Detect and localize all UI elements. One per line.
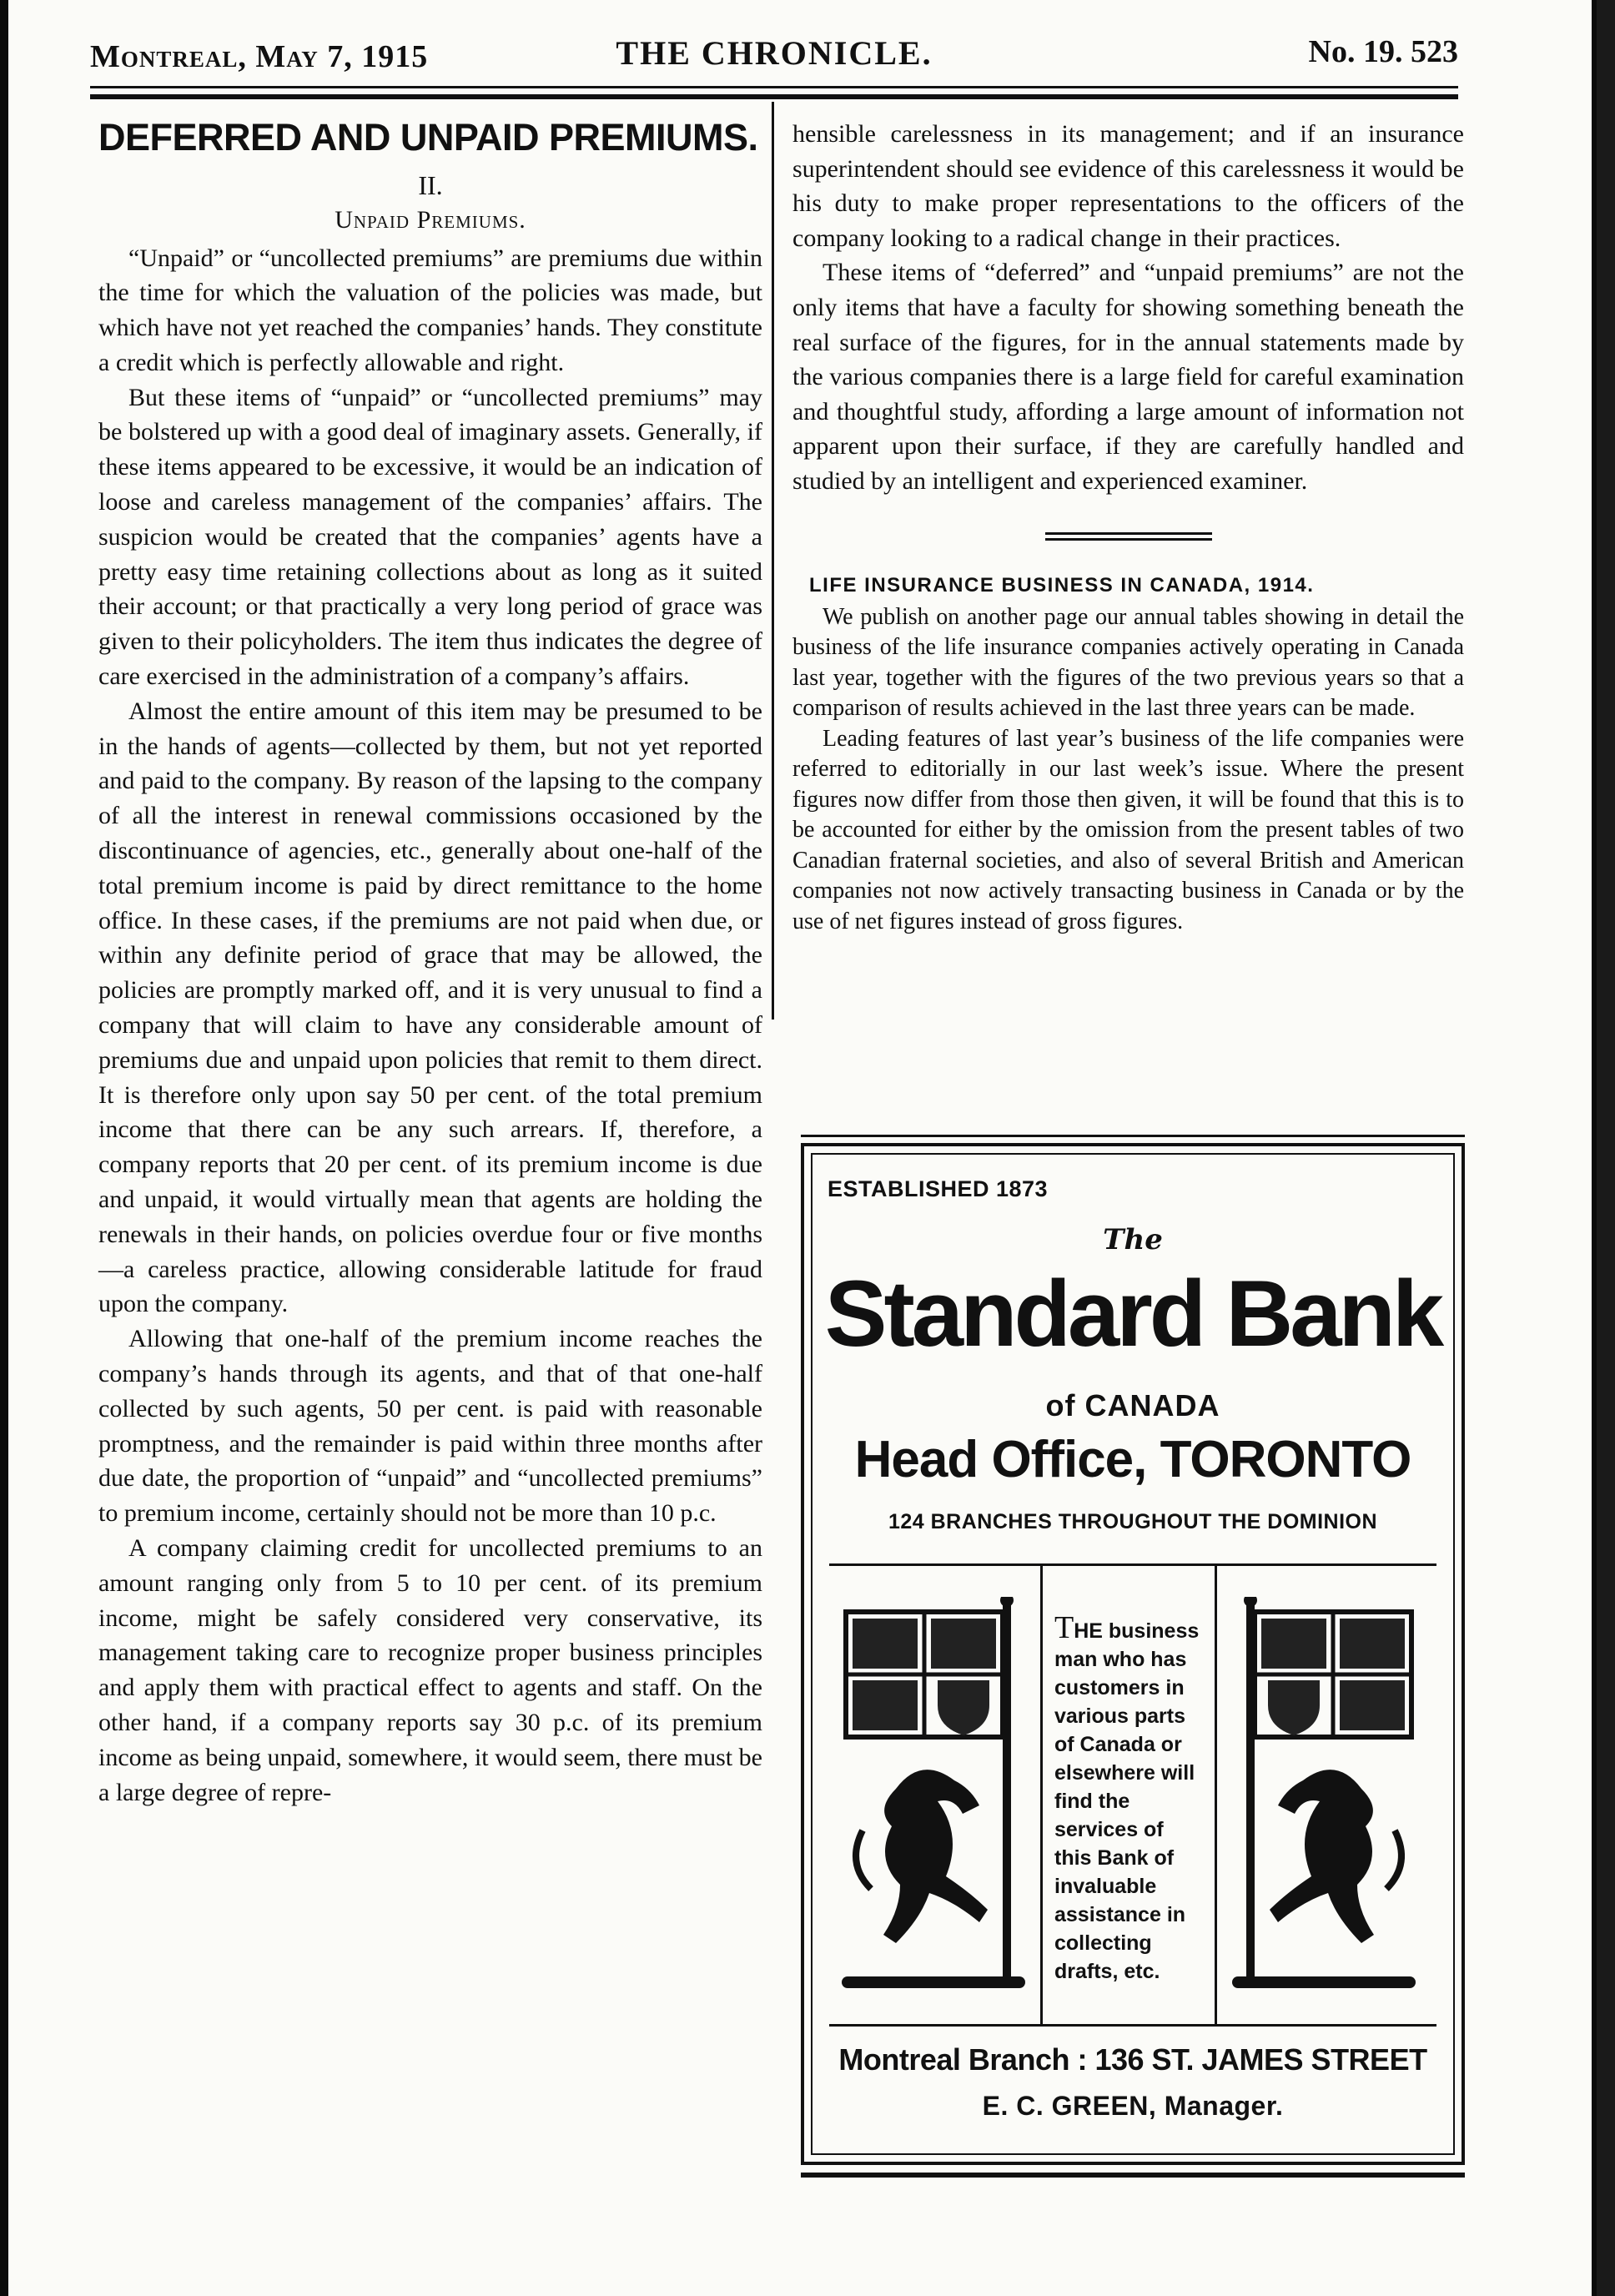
ad-the: The: [1103, 1223, 1163, 1256]
article-paragraph: Almost the entire amount of this item may be presumed to be in the hands of agents—collected by them, but not yet reported and paid to the company. By reason of the lapsing to the company of all the interest in renewal commissions occasioned by the discontinuance of agencies, etc., generally about one-half of the total premium income is paid by direct remittance to the home office. In these cases, if the premiums are not paid when due, or within any definite period of grace that may be allowed, the policies are promptly marked off, and it is very unusual to find a company that will claim to have any considerable amount of premiums due and unpaid upon policies that remit to them direct. It is therefore only upon say 50 per cent. of the total premium income that there can be any such arrears. If, therefore, a company reports that 20 per cent. of its premium income is due and unpaid, it would virtually mean that agents are holding the renewals in their hands, on policies overdue four or five months—a careless practice, allowing considerable latitude for fraud upon the company.: [98, 697, 762, 1318]
article-paragraph: Allowing that one-half of the premium income reaches the company’s hands through its agents, and that of that one-half collected by such agents, 50 per cent. is paid with reasonable promptness, and the remainder is paid within three months after due date, the proportion of “unpaid” and “uncollected premiums” to premium income, certainly should not be more than 10 p.c.: [98, 1325, 762, 1528]
article-paragraph-continued: hensible carelessness in its management; and if an insurance superintendent should see evidence of this carelessness it would be his duty to make proper representations to the officers of the company looking to a radical change in their practices.: [792, 120, 1464, 252]
page-header: [90, 32, 1458, 73]
header-issue: No. 19. 523: [1308, 34, 1458, 69]
header-title: THE CHRONICLE.: [616, 34, 933, 72]
ad-blurb-text: HE business man who has customers in various parts of Canada or elsewhere will find the services of this Bank of invaluable assistance in collecting drafts, etc.: [1054, 1619, 1200, 1983]
lion-flag-emblem-icon: [838, 1597, 1029, 2006]
ad-bank-name: Standard Bank: [824, 1261, 1441, 1366]
ad-established: ESTABLISHED 1873: [828, 1176, 1049, 1201]
lion-flag-emblem-icon: [1228, 1597, 1420, 2006]
ad-rule: [1215, 1565, 1217, 2024]
ad-rule: [1040, 1565, 1043, 2024]
ad-top-rule: [801, 1135, 1465, 1137]
section-divider: [1045, 532, 1212, 541]
life-article-paragraph: We publish on another page our annual tables showing in detail the business of the life insurance companies actively operating in Canada last year, together with the figures of the two previous years so that a comparison of results achieved in the last three years can be made.: [792, 603, 1464, 722]
ad-montreal-branch: Montreal Branch : 136 ST. JAMES STREET: [838, 2042, 1427, 2077]
life-article-title: LIFE INSURANCE BUSINESS IN CANADA, 1914.: [809, 573, 1315, 597]
ad-rule: [829, 1563, 1436, 1566]
ad-blurb: [1054, 1610, 1205, 1986]
header-date: Montreal, May 7, 1915: [90, 39, 429, 74]
ad-bottom-rule: [801, 2173, 1465, 2178]
header-rule-thick: [90, 94, 1458, 99]
ad-blurb-cap: T: [1054, 1610, 1074, 1645]
article-part: II.: [418, 169, 443, 200]
left-column: [98, 117, 762, 1810]
article-title: DEFERRED AND UNPAID PREMIUMS.: [98, 116, 758, 159]
column-divider: [772, 102, 774, 1020]
ad-rule: [829, 2024, 1436, 2027]
right-column: [792, 117, 1464, 937]
ad-manager: E. C. GREEN, Manager.: [982, 2091, 1284, 2121]
header-rule-thin: [90, 86, 1458, 88]
scan-edge: [1597, 0, 1615, 2296]
article-subtitle: Unpaid Premiums.: [335, 205, 526, 234]
ad-head-office: Head Office, TORONTO: [854, 1431, 1411, 1488]
life-article-paragraph: Leading features of last year’s business of the life companies were referred to editorially in our last week’s issue. Where the present figures now differ from those then given, it will be found that this is to be accounted for either by the omission from the present tables of two Canadian fraternal societies, and also of several British and American companies not now actively transacting business in Canada or by the use of net figures instead of gross figures.: [792, 725, 1464, 934]
article-paragraph: But these items of “unpaid” or “uncollected premiums” may be bolstered up with a good deal of imaginary assets. Generally, if these items appeared to be excessive, it would be an indication of loose and careless management of the companies’ affairs. The suspicion would be created that the companies’ agents have a pretty easy time retaining collections about as long as it suited their account; or that practically a very long period of grace was given to their policyholders. The item thus indicates the degree of care exercised in the administration of a company’s affairs.: [98, 383, 762, 691]
ad-of-canada: of CANADA: [1045, 1388, 1220, 1422]
bank-advertisement: [801, 1143, 1465, 2165]
article-paragraph: A company claiming credit for uncollected premiums to an amount ranging only from 5 to 10 per cent. of its premium income, might be safely considered very conservative, its management taking care to recognize proper business principles and apply them with practical effect to agents and staff. On the other hand, if a company reports say 30 p.c. of its premium income as being unpaid, somewhere, it would seem, there must be a large degree of repre-: [98, 1533, 762, 1806]
article-paragraph: These items of “deferred” and “unpaid premiums” are not the only items that have a faculty for showing something beneath the real surface of the figures, for in the annual statements made by the various companies there is a large field for careful examination and thoughtful study, affording a large amount of information not apparent upon their surface, if they are carefully handled and studied by an intelligent and experienced examiner.: [792, 259, 1464, 495]
ad-branches: 124 BRANCHES THROUGHOUT THE DOMINION: [888, 1510, 1378, 1533]
article-paragraph: “Unpaid” or “uncollected premiums” are premiums due within the time for which the valuation of the policies was made, but which have not yet reached the companies’ hands. They constitute a credit which is perfectly allowable and right.: [98, 244, 762, 376]
